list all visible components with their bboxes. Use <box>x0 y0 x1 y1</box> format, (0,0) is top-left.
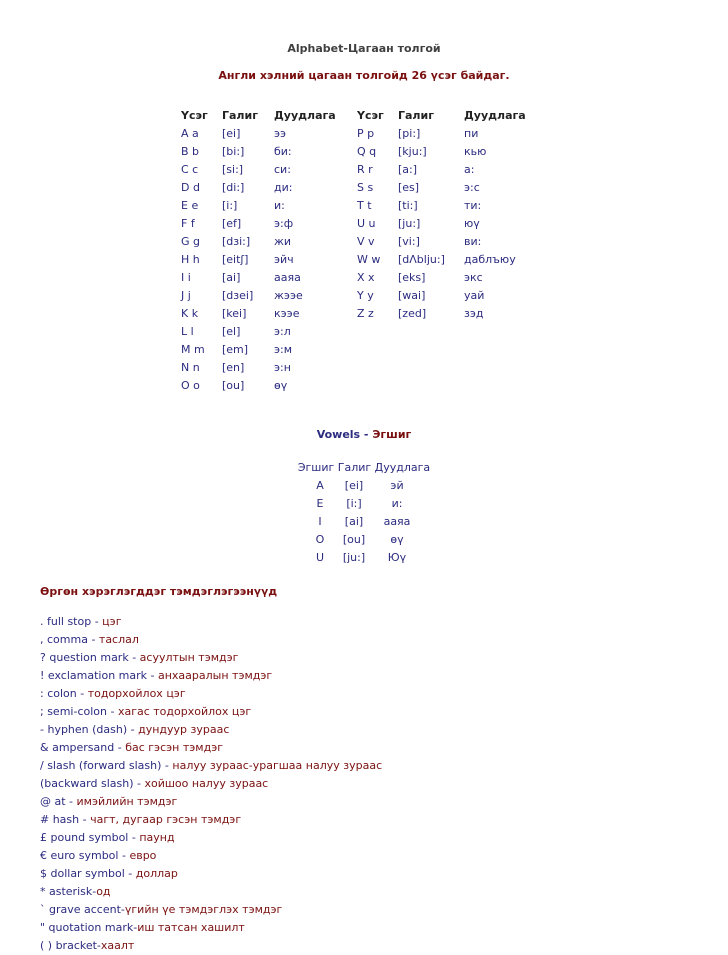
transcription-cell: [el] <box>222 325 241 338</box>
pronunciation-cell: экс <box>464 271 483 284</box>
pronunciation-cell: жээе <box>274 289 303 302</box>
punctuation-english: (backward slash) - <box>40 777 145 790</box>
transcription-cell: [eks] <box>398 271 426 284</box>
pronunciation-cell: а: <box>464 163 475 176</box>
letter-cell: S s <box>357 181 374 194</box>
vowel-row <box>306 495 420 513</box>
pronunciation-cell: эйч <box>274 253 294 266</box>
page-subtitle: Англи хэлний цагаан толгойд 26 үсэг байдаг. <box>218 69 510 82</box>
letter-cell: Q q <box>357 145 377 158</box>
alphabet-row <box>181 359 544 377</box>
punctuation-english: . full stop - <box>40 615 103 628</box>
punctuation-english: ; semi-colon - <box>40 705 118 718</box>
punctuation-mongolian: тодорхойлох цэг <box>87 687 186 700</box>
pronunciation-cell: э:с <box>464 181 480 194</box>
punctuation-mongolian: хаалт <box>100 939 135 952</box>
header-letter: Үсэг <box>357 109 384 122</box>
letter-cell: L l <box>181 325 194 338</box>
punctuation-english: , comma - <box>40 633 99 646</box>
pronunciation-cell: кээе <box>274 307 300 320</box>
transcription-cell: [kei] <box>222 307 247 320</box>
letter-cell: U u <box>357 217 376 230</box>
vowel-transcription-cell: [i:] <box>346 497 362 510</box>
pronunciation-cell <box>464 341 544 359</box>
transcription-cell: [si:] <box>222 163 244 176</box>
alphabet-row <box>181 233 544 251</box>
letter-cell <box>357 323 398 341</box>
punctuation-list <box>40 613 382 955</box>
transcription-cell: [zed] <box>398 307 427 320</box>
punctuation-mongolian: цэг <box>102 615 122 628</box>
punctuation-mongolian: доллар <box>135 867 178 880</box>
punctuation-item <box>40 793 382 811</box>
alphabet-row <box>181 251 544 269</box>
pronunciation-cell: зэд <box>464 307 484 320</box>
pronunciation-cell: кью <box>464 145 487 158</box>
header-letter: Үсэг <box>181 109 208 122</box>
vowel-pronunciation-cell: и: <box>391 497 403 510</box>
vowel-transcription-cell: [ei] <box>344 479 364 492</box>
vowel-row <box>306 513 420 531</box>
punctuation-english: / slash (forward slash) - <box>40 759 173 772</box>
punctuation-mongolian: паунд <box>139 831 175 844</box>
letter-cell: Y y <box>357 289 374 302</box>
letter-cell: O o <box>181 379 200 392</box>
punctuation-title: Өргөн хэрэглэгддэг тэмдэглэгээнүүд <box>40 585 278 598</box>
transcription-cell: [ei] <box>222 127 241 140</box>
vowel-cell: E <box>316 497 324 510</box>
pronunciation-cell: даблъюу <box>464 253 516 266</box>
punctuation-item <box>40 739 382 757</box>
transcription-cell: [kju:] <box>398 145 427 158</box>
vowel-pronunciation-cell: өү <box>390 533 404 546</box>
vowel-transcription-cell: [ou] <box>342 533 366 546</box>
letter-cell: A a <box>181 127 199 140</box>
letter-cell <box>357 341 398 359</box>
alphabet-row <box>181 287 544 305</box>
letter-cell: K k <box>181 307 199 320</box>
punctuation-item <box>40 721 382 739</box>
pronunciation-cell: ти: <box>464 199 482 212</box>
pronunciation-cell: ви: <box>464 235 482 248</box>
letter-cell: D d <box>181 181 200 194</box>
header-pronunciation: Дуудлага <box>274 109 336 122</box>
punctuation-english: @ at - <box>40 795 77 808</box>
punctuation-mongolian: иш татсан хашилт <box>137 921 245 934</box>
pronunciation-cell: ди: <box>274 181 293 194</box>
punctuation-item <box>40 649 382 667</box>
punctuation-mongolian: үгийн үе тэмдэглэх тэмдэг <box>124 903 283 916</box>
punctuation-english: ( ) bracket- <box>40 939 101 952</box>
transcription-cell: [ju:] <box>398 217 421 230</box>
pronunciation-cell <box>464 359 544 377</box>
pronunciation-cell: жи <box>274 235 292 248</box>
alphabet-row <box>181 179 544 197</box>
header-pronunciation: Дуудлага <box>464 109 526 122</box>
transcription-cell <box>398 359 464 377</box>
letter-cell: B b <box>181 145 200 158</box>
pronunciation-cell: э:ф <box>274 217 294 230</box>
vowel-cell: O <box>315 533 325 546</box>
alphabet-row <box>181 143 544 161</box>
punctuation-english: * asterisk- <box>40 885 97 898</box>
transcription-cell: [ti:] <box>398 199 418 212</box>
transcription-cell: [en] <box>222 361 245 374</box>
transcription-cell <box>398 323 464 341</box>
letter-cell: M m <box>181 343 205 356</box>
vowels-title-en: Vowels - <box>316 428 373 441</box>
punctuation-item <box>40 667 382 685</box>
letter-cell: I i <box>181 271 191 284</box>
vowel-pronunciation-cell: Юү <box>387 551 407 564</box>
vowel-row <box>306 531 420 549</box>
transcription-cell: [vi:] <box>398 235 420 248</box>
pronunciation-cell: и: <box>274 199 285 212</box>
pronunciation-cell: пи <box>464 127 479 140</box>
punctuation-mongolian: од <box>96 885 111 898</box>
punctuation-mongolian: евро <box>129 849 157 862</box>
punctuation-item <box>40 613 382 631</box>
transcription-cell: [dзi:] <box>222 235 251 248</box>
page-title: Alphabet-Цагаан толгой <box>287 42 441 55</box>
punctuation-english: £ pound symbol - <box>40 831 140 844</box>
pronunciation-cell: ааяа <box>274 271 301 284</box>
punctuation-item <box>40 883 382 901</box>
pronunciation-cell: ээ <box>274 127 287 140</box>
transcription-cell: [ou] <box>222 379 245 392</box>
pronunciation-cell: си: <box>274 163 291 176</box>
vowels-title-mn: Эгшиг <box>372 428 412 441</box>
letter-cell: N n <box>181 361 200 374</box>
letter-cell: V v <box>357 235 375 248</box>
punctuation-item <box>40 865 382 883</box>
alphabet-row <box>181 377 544 395</box>
punctuation-item <box>40 811 382 829</box>
alphabet-row <box>181 125 544 143</box>
vowel-cell: U <box>315 551 325 564</box>
transcription-cell <box>398 377 464 395</box>
punctuation-english: " quotation mark- <box>40 921 138 934</box>
pronunciation-cell: э:м <box>274 343 293 356</box>
header-transcription: Галиг <box>222 109 258 122</box>
alphabet-row <box>181 323 544 341</box>
alphabet-row <box>181 197 544 215</box>
transcription-cell: [dΛblju:] <box>398 253 445 266</box>
letter-cell: J j <box>181 289 191 302</box>
transcription-cell: [dзei] <box>222 289 254 302</box>
punctuation-item <box>40 829 382 847</box>
punctuation-mongolian: хойшоо налуу зураас <box>144 777 269 790</box>
transcription-cell: [ef] <box>222 217 242 230</box>
pronunciation-cell <box>464 377 544 395</box>
transcription-cell: [bi:] <box>222 145 245 158</box>
punctuation-item <box>40 901 382 919</box>
transcription-cell <box>398 341 464 359</box>
letter-cell: W w <box>357 253 381 266</box>
letter-cell: R r <box>357 163 373 176</box>
punctuation-item <box>40 703 382 721</box>
punctuation-english: & ampersand - <box>40 741 126 754</box>
pronunciation-cell: э:л <box>274 325 291 338</box>
letter-cell: Z z <box>357 307 374 320</box>
pronunciation-cell: уай <box>464 289 485 302</box>
letter-cell <box>357 359 398 377</box>
punctuation-mongolian: чагт, дугаар гэсэн тэмдэг <box>90 813 242 826</box>
punctuation-mongolian: хагас тодорхойлох цэг <box>117 705 252 718</box>
punctuation-english: ? question mark - <box>40 651 140 664</box>
punctuation-english: $ dollar symbol - <box>40 867 136 880</box>
vowel-row <box>306 477 420 495</box>
transcription-cell: [a:] <box>398 163 418 176</box>
letter-cell <box>357 377 398 395</box>
pronunciation-cell: би: <box>274 145 292 158</box>
pronunciation-cell: э:н <box>274 361 291 374</box>
punctuation-item <box>40 919 382 937</box>
letter-cell: C c <box>181 163 199 176</box>
punctuation-mongolian: таслал <box>98 633 139 646</box>
punctuation-item <box>40 775 382 793</box>
punctuation-english: ` grave accent- <box>40 903 125 916</box>
punctuation-item <box>40 685 382 703</box>
alphabet-row <box>181 341 544 359</box>
header-transcription: Галиг <box>398 109 434 122</box>
vowel-row <box>306 549 420 567</box>
pronunciation-cell: юү <box>464 217 480 230</box>
punctuation-mongolian: асуултын тэмдэг <box>139 651 239 664</box>
letter-cell: H h <box>181 253 200 266</box>
letter-cell: F f <box>181 217 195 230</box>
punctuation-english: : colon - <box>40 687 88 700</box>
alphabet-row <box>181 215 544 233</box>
vowel-transcription-cell: [ai] <box>344 515 364 528</box>
transcription-cell: [wai] <box>398 289 426 302</box>
punctuation-english: € euro symbol - <box>40 849 130 862</box>
transcription-cell: [em] <box>222 343 249 356</box>
pronunciation-cell <box>464 323 544 341</box>
alphabet-table <box>181 107 544 395</box>
vowels-table <box>306 477 420 567</box>
vowel-pronunciation-cell: ааяа <box>383 515 411 528</box>
vowel-cell: I <box>318 515 322 528</box>
letter-cell: T t <box>357 199 372 212</box>
letter-cell: G g <box>181 235 201 248</box>
punctuation-item <box>40 631 382 649</box>
punctuation-item <box>40 847 382 865</box>
alphabet-row <box>181 161 544 179</box>
punctuation-mongolian: анхааралын тэмдэг <box>157 669 273 682</box>
letter-cell: P p <box>357 127 375 140</box>
punctuation-mongolian: налуу зураас-урагшаа налуу зураас <box>172 759 383 772</box>
punctuation-item <box>40 757 382 775</box>
punctuation-item <box>40 937 382 955</box>
vowel-pronunciation-cell: эй <box>390 479 404 492</box>
letter-cell: X x <box>357 271 375 284</box>
punctuation-mongolian: имэйлийн тэмдэг <box>76 795 178 808</box>
transcription-cell: [i:] <box>222 199 238 212</box>
pronunciation-cell: өү <box>274 379 288 392</box>
punctuation-english: - hyphen (dash) - <box>40 723 139 736</box>
transcription-cell: [eitʃ] <box>222 253 249 266</box>
punctuation-mongolian: бас гэсэн тэмдэг <box>125 741 224 754</box>
vowel-transcription-cell: [ju:] <box>342 551 366 564</box>
transcription-cell: [pi:] <box>398 127 421 140</box>
punctuation-mongolian: дундуур зураас <box>138 723 230 736</box>
punctuation-english: ! exclamation mark - <box>40 669 158 682</box>
vowel-cell: A <box>316 479 324 492</box>
vowels-title <box>0 428 728 441</box>
transcription-cell: [di:] <box>222 181 245 194</box>
alphabet-row <box>181 269 544 287</box>
transcription-cell: [ai] <box>222 271 241 284</box>
punctuation-english: # hash - <box>40 813 91 826</box>
letter-cell: E e <box>181 199 199 212</box>
transcription-cell: [es] <box>398 181 420 194</box>
alphabet-row <box>181 305 544 323</box>
vowels-header: Эгшиг Галиг Дуудлага <box>297 461 431 474</box>
alphabet-table-header <box>181 107 544 125</box>
